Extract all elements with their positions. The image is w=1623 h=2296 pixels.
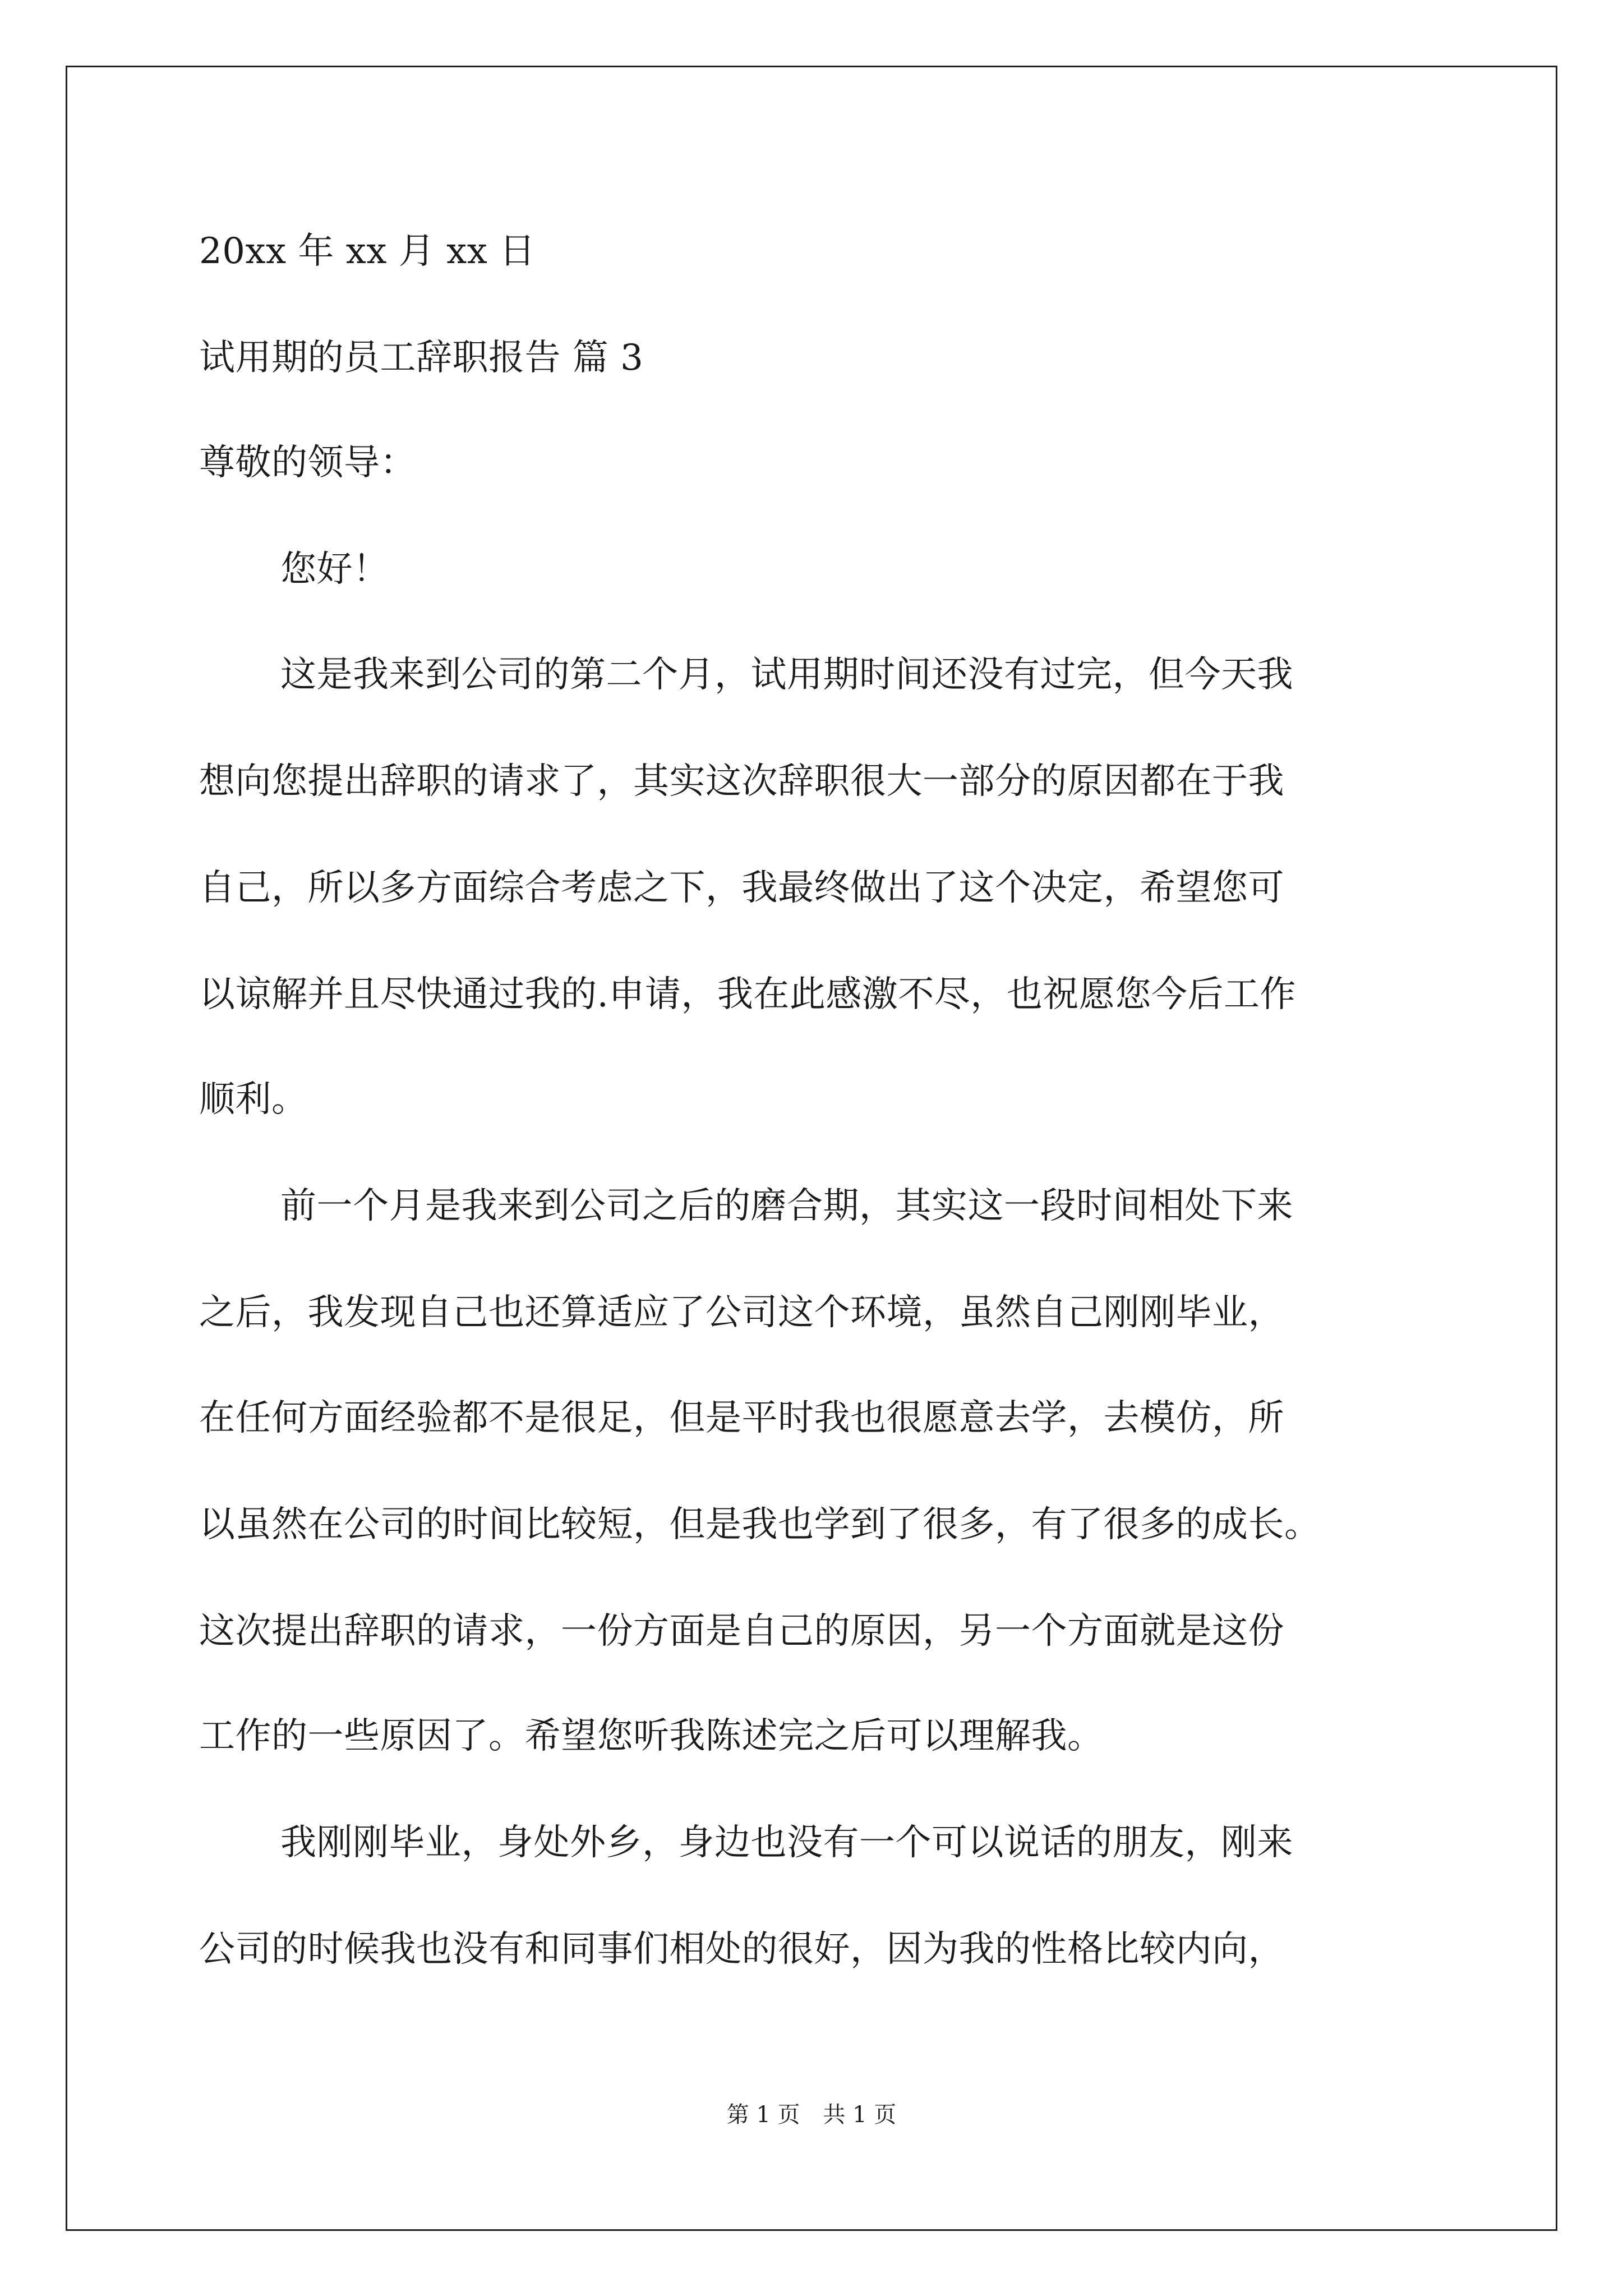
salutation: 尊敬的领导： [199, 442, 416, 484]
page-total: 共 1 页 [823, 2102, 897, 2128]
paragraph-1-line-3: 自己，所以多方面综合考虑之下，我最终做出了这个决定，希望您可 [199, 867, 1284, 909]
page-number: 第 1 页 [726, 2102, 800, 2128]
page-border [66, 66, 1557, 2231]
paragraph-3-line-1: 我刚刚毕业，身处外乡，身边也没有一个可以说话的朋友，刚来 [280, 1822, 1293, 1864]
paragraph-2-line-6: 工作的一些原因了。希望您听我陈述完之后可以理解我。 [199, 1715, 1104, 1757]
paragraph-3-line-2: 公司的时候我也没有和同事们相处的很好，因为我的性格比较内向， [199, 1929, 1284, 1970]
paragraph-2-line-2: 之后，我发现自己也还算适应了公司这个环境，虽然自己刚刚毕业， [199, 1292, 1284, 1333]
page-footer [0, 2101, 1623, 2129]
paragraph-2-line-1: 前一个月是我来到公司之后的磨合期，其实这一段时间相处下来 [280, 1185, 1293, 1227]
paragraph-2-line-4: 以虽然在公司的时间比较短，但是我也学到了很多，有了很多的成长。 [199, 1504, 1321, 1545]
paragraph-1-line-1: 这是我来到公司的第二个月，试用期时间还没有过完，但今天我 [280, 654, 1293, 696]
paragraph-2-line-5: 这次提出辞职的请求，一份方面是自己的原因，另一个方面就是这份 [199, 1611, 1284, 1652]
paragraph-1-line-4: 以谅解并且尽快通过我的.申请，我在此感激不尽，也祝愿您今后工作 [199, 974, 1296, 1015]
paragraph-1-line-5: 顺利。 [199, 1079, 308, 1120]
document-date: 20xx 年 xx 月 xx 日 [199, 231, 536, 272]
paragraph-1-line-2: 想向您提出辞职的请求了，其实这次辞职很大一部分的原因都在于我 [199, 761, 1284, 802]
paragraph-2-line-3: 在任何方面经验都不是很足，但是平时我也很愿意去学，去模仿，所 [199, 1397, 1284, 1439]
greeting: 您好！ [280, 549, 389, 590]
document-title: 试用期的员工辞职报告 篇 3 [199, 337, 644, 379]
